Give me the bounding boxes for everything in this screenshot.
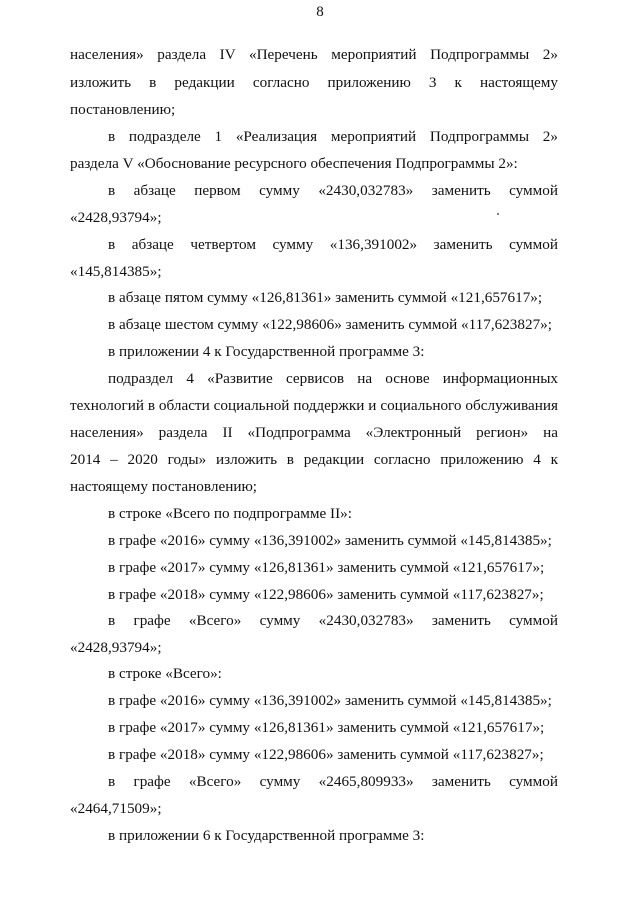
document-line: в графе «2018» сумму «122,98606» заменить суммой «117,623827»; [108, 586, 544, 603]
document-line: в абзаце первом сумму «2430,032783» заменить суммой [108, 182, 558, 199]
document-line: в графе «Всего» сумму «2430,032783» заменить суммой [108, 612, 558, 629]
document-line: 2014 – 2020 годы» изложить в редакции согласно приложению 4 к [70, 451, 558, 468]
document-line: в абзаце шестом сумму «122,98606» заменить суммой «117,623827»; [108, 316, 552, 333]
document-line: в приложении 6 к Государственной программе 3: [108, 827, 425, 844]
document-line: изложить в редакции согласно приложению 3 к настоящему [70, 74, 558, 91]
document-line: настоящему постановлению; [70, 478, 258, 495]
document-line: населения» раздела IV «Перечень мероприятий Подпрограммы 2» [70, 46, 558, 63]
document-line: в абзаце четвертом сумму «136,391002» заменить суммой [108, 236, 558, 253]
document-line: подраздел 4 «Развитие сервисов на основе информационных [108, 370, 558, 387]
document-line: в абзаце пятом сумму «126,81361» заменить суммой «121,657617»; [108, 289, 543, 306]
document-line: в строке «Всего»: [108, 665, 222, 682]
document-line: «2428,93794»; [70, 209, 162, 226]
document-line: в графе «Всего» сумму «2465,809933» заменить суммой [108, 773, 558, 790]
scan-speck [497, 213, 499, 215]
document-line: раздела V «Обоснование ресурсного обеспечения Подпрограммы 2»: [70, 155, 518, 172]
document-line: «2428,93794»; [70, 639, 162, 656]
page-number: 8 [316, 4, 324, 20]
document-line: населения» раздела II «Подпрограмма «Электронный регион» на [70, 424, 558, 441]
document-line: «2464,71509»; [70, 800, 162, 817]
document-line: «145,814385»; [70, 263, 162, 280]
document-line: в строке «Всего по подпрограмме II»: [108, 505, 352, 522]
document-line: в графе «2017» сумму «126,81361» заменить суммой «121,657617»; [108, 719, 545, 736]
document-line: технологий в области социальной поддержки и социального обслуживания [70, 397, 558, 414]
document-line: в графе «2018» сумму «122,98606» заменить суммой «117,623827»; [108, 746, 544, 763]
document-line: в графе «2016» сумму «136,391002» заменить суммой «145,814385»; [108, 532, 552, 549]
document-line: в графе «2016» сумму «136,391002» заменить суммой «145,814385»; [108, 692, 552, 709]
document-line: в подразделе 1 «Реализация мероприятий Подпрограммы 2» [108, 128, 558, 145]
document-line: в приложении 4 к Государственной программе 3: [108, 343, 425, 360]
document-line: постановлению; [70, 101, 176, 118]
document-line: в графе «2017» сумму «126,81361» заменить суммой «121,657617»; [108, 559, 545, 576]
